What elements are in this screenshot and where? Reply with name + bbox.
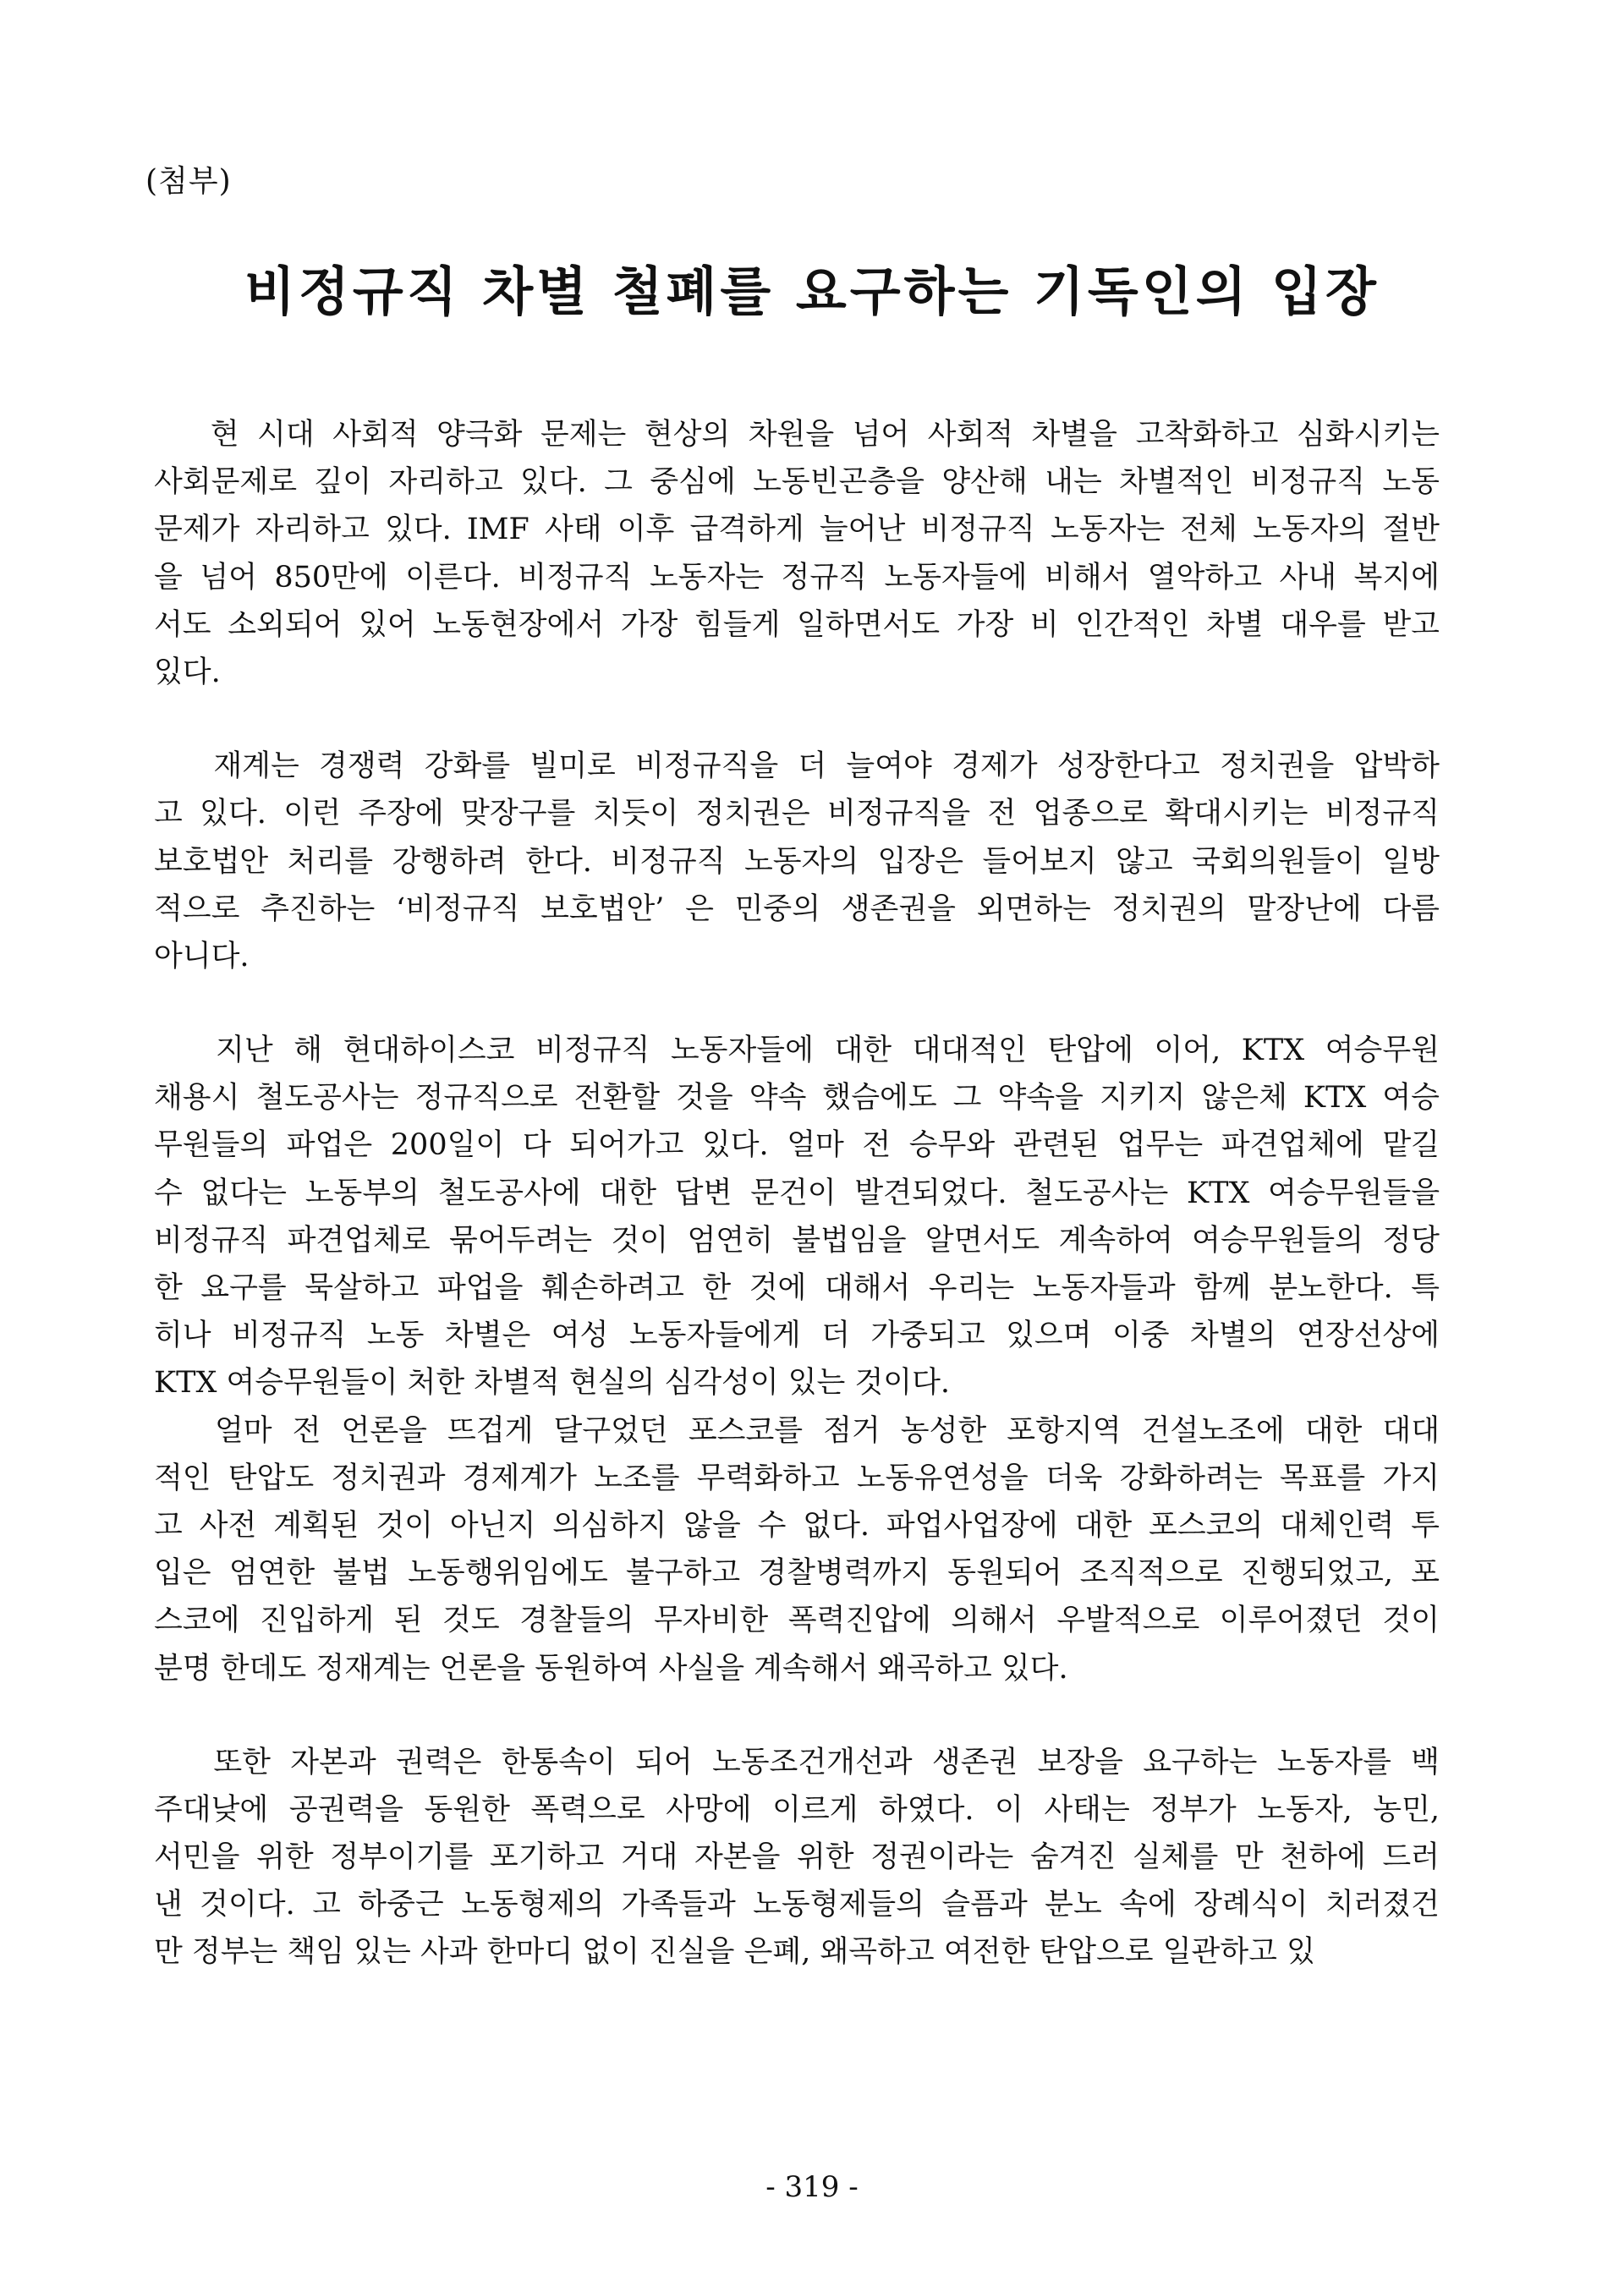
text-line: 낸 것이다. 고 하중근 노동형제의 가족들과 노동형제들의 슬픔과 분노 속에 장례식이 치러졌건 [154, 1888, 1440, 1922]
text-line: 입은 엄연한 불법 노동행위임에도 불구하고 경찰병력까지 동원되어 조직적으로 진행되었고, 포 [154, 1556, 1440, 1591]
text-line: 문제가 자리하고 있다. IMF 사태 이후 급격하게 늘어난 비정규직 노동자는 전체 노동자의 절반 [154, 513, 1440, 547]
text-line: 무원들의 파업은 200일이 다 되어가고 있다. 얼마 전 승무와 관련된 업무는 파견업체에 맡길 [154, 1128, 1440, 1163]
text-line: 분명 한데도 정재계는 언론을 동원하여 사실을 계속해서 왜곡하고 있다. [154, 1651, 1068, 1686]
document-title: 비정규직 차별 철폐를 요구하는 기독인의 입장 [244, 260, 1380, 322]
text-line: 적으로 추진하는 ‘비정규직 보호법안’ 은 민중의 생존권을 외면하는 정치권의 말장난에 다름 [154, 891, 1440, 926]
attachment-label: (첨부) [145, 164, 232, 199]
text-line: 현 시대 사회적 양극화 문제는 현상의 차원을 넘어 사회적 차별을 고착화하고 심화시키는 [154, 418, 1440, 452]
paragraph [154, 411, 1440, 696]
paragraph [154, 1407, 1440, 1692]
text-line: 또한 자본과 권력은 한통속이 되어 노동조건개선과 생존권 보장을 요구하는 노동자를 백 [154, 1745, 1440, 1779]
text-line: 채용시 철도공사는 정규직으로 전환할 것을 약속 했슴에도 그 약속을 지키지 않은체 KTX 여승 [154, 1081, 1440, 1116]
paragraph [154, 743, 1440, 980]
text-line: 한 요구를 묵살하고 파업을 훼손하려고 한 것에 대해서 우리는 노동자들과 함께 분노한다. 특 [154, 1271, 1440, 1305]
text-line: 만 정부는 책임 있는 사과 한마디 없이 진실을 은폐, 왜곡하고 여전한 탄압으로 일관하고 있 [154, 1935, 1315, 1970]
text-line: 지난 해 현대하이스코 비정규직 노동자들에 대한 대대적인 탄압에 이어, KTX 여승무원 [154, 1034, 1440, 1068]
paragraph [154, 1739, 1440, 1977]
text-line: 아니다. [154, 939, 250, 973]
page-number: - 319 - [765, 2170, 859, 2204]
paragraph-gap [154, 980, 1440, 1027]
text-line: 적인 탄압도 정치권과 경제계가 노조를 무력화하고 노동유연성을 더욱 강화하려는 목표를 가지 [154, 1461, 1440, 1495]
text-line: KTX 여승무원들이 처한 차별적 현실의 심각성이 있는 것이다. [154, 1366, 951, 1401]
text-line: 을 넘어 850만에 이른다. 비정규직 노동자는 정규직 노동자들에 비해서 열악하고 사내 복지에 [154, 560, 1440, 595]
text-line: 서도 소외되어 있어 노동현장에서 가장 힘들게 일하면서도 가장 비 인간적인 차별 대우를 받고 [154, 607, 1440, 642]
text-line: 히나 비정규직 노동 차별은 여성 노동자들에게 더 가중되고 있으며 이중 차별의 연장선상에 [154, 1319, 1440, 1353]
text-line: 수 없다는 노동부의 철도공사에 대한 답변 문건이 발견되었다. 철도공사는 KTX 여승무원들을 [154, 1176, 1440, 1210]
text-line: 주대낮에 공권력을 동원한 폭력으로 사망에 이르게 하였다. 이 사태는 정부가 노동자, 농민, [154, 1792, 1440, 1827]
text-line: 재계는 경쟁력 강화를 빌미로 비정규직을 더 늘여야 경제가 성장한다고 정치권을 압박하 [154, 749, 1440, 784]
document-body [154, 411, 1440, 1977]
text-line: 사회문제로 깊이 자리하고 있다. 그 중심에 노동빈곤층을 양산해 내는 차별적인 비정규직 노동 [154, 465, 1440, 500]
text-line: 서민을 위한 정부이기를 포기하고 거대 자본을 위한 정권이라는 숨겨진 실체를 만 천하에 드러 [154, 1840, 1440, 1875]
paragraph [154, 1027, 1440, 1407]
paragraph-gap [154, 696, 1440, 743]
text-line: 스코에 진입하게 된 것도 경찰들의 무자비한 폭력진압에 의해서 우발적으로 이루어졌던 것이 [154, 1604, 1440, 1638]
paragraph-gap [154, 1692, 1440, 1739]
text-line: 있다. [154, 655, 221, 689]
text-line: 얼마 전 언론을 뜨겁게 달구었던 포스코를 점거 농성한 포항지역 건설노조에 대한 대대 [154, 1413, 1440, 1448]
text-line: 고 있다. 이런 주장에 맞장구를 치듯이 정치권은 비정규직을 전 업종으로 확대시키는 비정규직 [154, 797, 1440, 831]
text-line: 고 사전 계획된 것이 아닌지 의심하지 않을 수 없다. 파업사업장에 대한 포스코의 대체인력 투 [154, 1508, 1440, 1543]
text-line: 비정규직 파견업체로 묶어두려는 것이 엄연히 불법임을 알면서도 계속하여 여승무원들의 정당 [154, 1223, 1440, 1258]
text-line: 보호법안 처리를 강행하려 한다. 비정규직 노동자의 입장은 들어보지 않고 국회의원들이 일방 [154, 844, 1440, 879]
